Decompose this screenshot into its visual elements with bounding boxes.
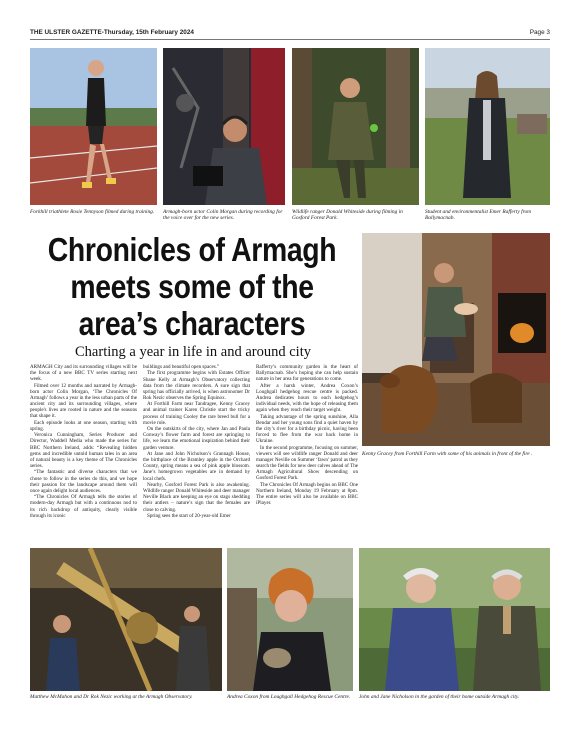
article-paragraph: ARMAGH City and its surrounding villages will be the focus of a new BBC TV series starting next week.: [30, 364, 137, 383]
article-column-1: [30, 364, 137, 519]
photo-colin-morgan: [163, 48, 285, 205]
photo-wildlife-ranger: [292, 48, 419, 205]
caption-emer-rafferty: Student and environmentalist Emer Rafferty from Ballymacnab.: [425, 209, 532, 222]
masthead: [30, 28, 550, 40]
caption-kenny-gracey: Kenny Gracey from Forthill Farm with some of his animals in front of the fire .: [362, 451, 533, 457]
article-paragraph: Veronica Cunningham, Series Producer and Director, Waddell Media who made the series for BBC Northern Ireland, adds: “Revealing hidden gems and incredible untold human tales in an area of natural beauty is a key theme of The Chronicles series.: [30, 432, 137, 470]
masthead-paper-date: THE ULSTER GAZETTE-Thursday, 15th February 2024: [30, 29, 194, 36]
caption-observatory: Matthew McMahon and Dr Rok Nezic working at the Armagh Observatory.: [30, 694, 193, 700]
photo-nicholsons: [359, 548, 550, 691]
article-paragraph: Taking advantage of the spring sunshine, Alla Bendar and her young sons find a quiet haven by the city’s river for a birthday picnic, having been forced to flee from the war back home in Ukraine.: [256, 413, 358, 445]
article-paragraph: “The Chronicles Of Armagh tells the stories of modern-day Armagh but with a continuous nod to its rich backdrop of antiquity, clearly visible through its iconic: [30, 494, 137, 519]
article-column-3: [256, 364, 358, 507]
photo-andrea-coxon: [227, 548, 353, 691]
page-number: Page 3: [529, 29, 550, 36]
article-paragraph: In the second programme, focusing on summer, viewers will see wildlife ranger Donald and deer manager Neville on Summer ‘fawn’ patrol as they search the fields for new deer calves ahead of The Armagh Agricultural Show descending on Gosford Forest Park.: [256, 444, 358, 482]
photo-kenny-gracey: [362, 233, 550, 446]
paper-name: THE ULSTER GAZETTE: [30, 29, 102, 36]
photo-armagh-observatory: [30, 548, 222, 691]
photo-triathlete: [30, 48, 157, 205]
photo-emer-rafferty: [425, 48, 550, 205]
article-paragraph: At Jane and John Nicholson’s Grannagh House, the birthplace of the Bramley apple in the Orchard County, spring means a sea of pink apple blossom. Jane’s homegrown vegetables are in demand by local chefs.: [143, 450, 250, 482]
caption-wildlife-ranger: Wildlife ranger Donald Whiteside during filming in Gosford Forest Park.: [292, 209, 403, 222]
caption-nicholsons: John and Jane Nicholson in the garden of their home outside Armagh city.: [359, 694, 520, 700]
caption-colin-morgan: Armagh-born actor Colin Morgan during recording for the voice over for the new series.: [163, 209, 283, 222]
headline: Chronicles of Armagh meets some of the area’s characters: [47, 231, 337, 342]
article-paragraph: Filmed over 12 months and narrated by Armagh-born actor Colin Morgan, ‘The Chronicles Of Armagh’ follows a year in the less urban parts of the ancient city and its surrounding villages, where people's lives are rooted in nature and the seasons that shape it.: [30, 382, 137, 420]
caption-andrea-coxon: Andrea Coxon from Loughgall Hedgehog Rescue Centre.: [227, 694, 351, 700]
article-paragraph: buildings and beautiful open spaces.”: [143, 364, 220, 370]
article-paragraph: Nearby, Gosford Forest Park is also awakening. Wildlife ranger Donald Whiteside and deer manager Neville Black are keeping an eye on stags shedding their antlers – nature’s sign that the females are close to calving.: [143, 481, 250, 513]
article-column-2: [143, 364, 250, 519]
article-paragraph: Rafferty’s community garden in the heart of Ballymacnab. She’s hoping she can help sustain nature in her area for generations to come.: [256, 364, 358, 383]
article-paragraph: Each episode looks at one season, starting with spring.: [30, 419, 137, 432]
issue-date: Thursday, 15th February 2024: [103, 29, 194, 36]
article-paragraph: Spring sees the start of 20-year-old Emer: [147, 512, 231, 519]
caption-triathlete: Forkhill triathlete Rosie Tennyson filmed during training.: [30, 209, 155, 215]
article-paragraph: After a harsh winter, Andrea Coxon’s Loughgall hedgehog rescue centre is packed. Andrea dedicates hours to each hedgehog’s individual needs, with the hope of releasing them again when they reach their target weight.: [256, 382, 358, 414]
article-paragraph: On the outskirts of the city, where Jan and Paula Conway’s flower farm and forest are springing to life, we learn the emotional inspiration behind their garden venture.: [143, 426, 250, 451]
article-paragraph: The first programme begins with Estates Officer Shane Kelly at Armagh’s Observatory collecting data from the climate recorders. A sure sign that spring has officially arrived, is when astronomer Dr Rok Nezic observes the Spring Equinox.: [143, 370, 250, 401]
article-paragraph: The Chronicles Of Armagh begins on BBC One Northern Ireland, Monday 19 February at 8pm. The entire series will also be available on BBC iPlayer.: [256, 481, 358, 507]
subheadline: Charting a year in life in and around city: [75, 344, 311, 360]
article-paragraph: At Forthill Farm near Tandragee, Kenny Gracey and animal trainer Karen Christie start the tricky process of training Cooley the rare breed bull for a movie role.: [143, 401, 250, 426]
article-paragraph: “The fantastic and diverse characters that we chose to follow in the series do this, and we hope their passion for the landscape around them will once again delight local audiences.: [30, 469, 137, 494]
